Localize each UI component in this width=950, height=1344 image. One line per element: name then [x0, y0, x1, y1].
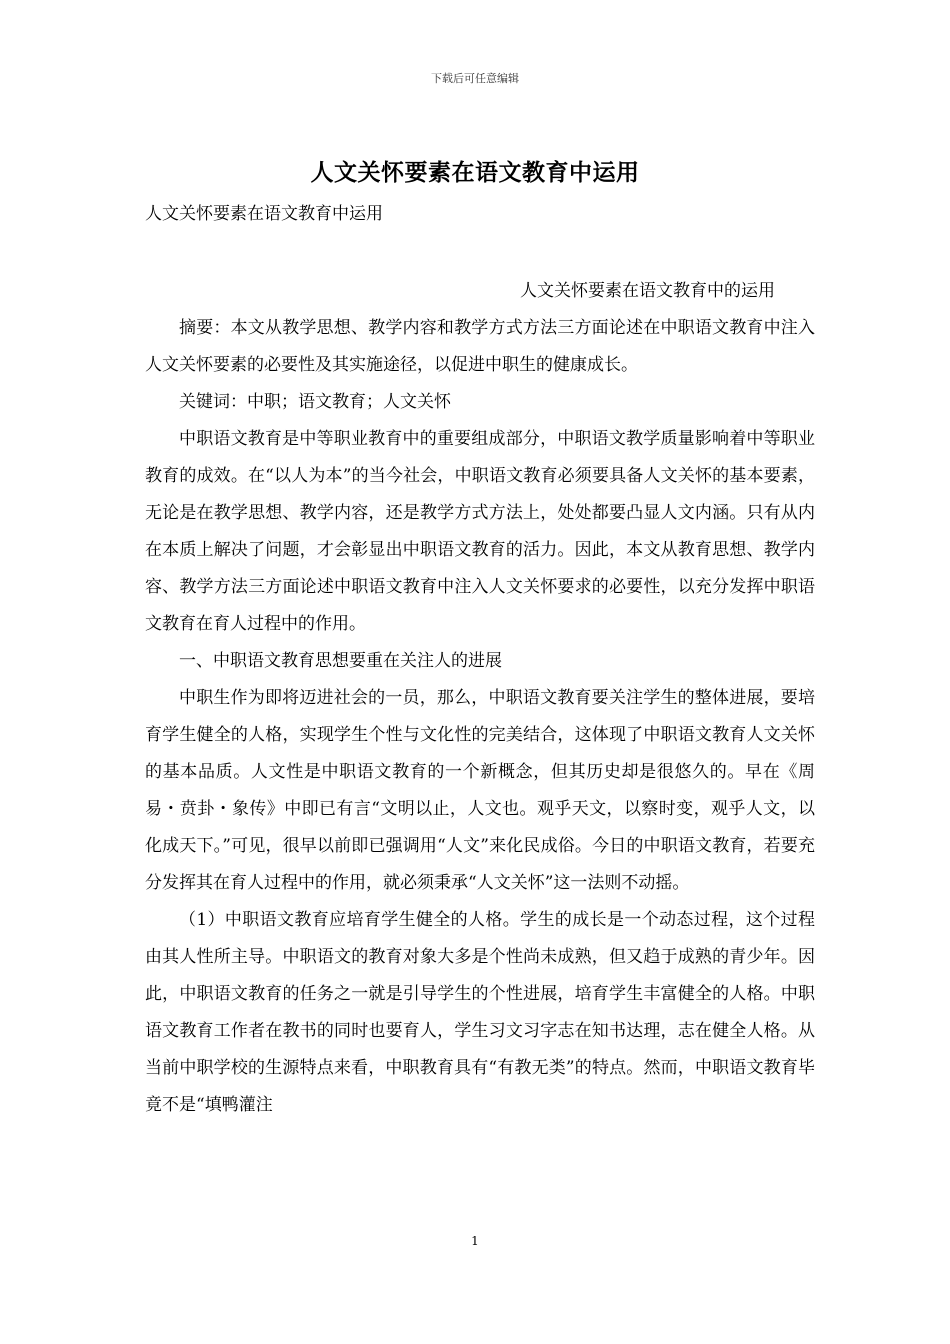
keywords-paragraph: 关键词：中职；语文教育；人文关怀 — [179, 392, 451, 412]
subtitle-right: 人文关怀要素在语文教育中的运用 — [520, 281, 775, 301]
subtitle-left: 人文关怀要素在语文教育中运用 — [145, 204, 383, 224]
body-paragraph: 中职语文教育是中等职业教育中的重要组成部分，中职语文教学质量影响着中等职业教育的成效。在“以人为本”的当今社会，中职语文教育必须要具备人文关怀的基本要素，无论是在教学思想、教学内容，还是教学方式方法上，处处都要凸显人文内涵。只有从内在本质上解决了问题，才会彰显出中职语文教育的活力。因此，本文从教育思想、教学内容、教学方法三方面论述中职语文教育中注入人文关怀要求的必要性，以充分发挥中职语文教育在育人过程中的作用。 — [145, 429, 815, 634]
page-number: 1 — [471, 1234, 479, 1248]
body-paragraph: 中职生作为即将迈进社会的一员，那么，中职语文教育要关注学生的整体进展，要培育学生健全的人格，实现学生个性与文化性的完美结合，这体现了中职语文教育人文关怀的基本品质。人文性是中职语文教育的一个新概念，但其历史却是很悠久的。早在《周易・贲卦・象传》中即已有言“文明以止，人文也。观乎天文，以察时变，观乎人文，以化成天下。”可见，很早以前即已强调用“人文”来化民成俗。今日的中职语文教育，若要充分发挥其在育人过程中的作用，就必须秉承“人文关怀”这一法则不动摇。 — [145, 688, 815, 893]
abstract-paragraph: 摘要：本文从教学思想、教学内容和教学方式方法三方面论述在中职语文教育中注入人文关怀要素的必要性及其实施途径，以促进中职生的健康成长。 — [145, 318, 815, 375]
spacer — [145, 233, 815, 273]
document-body — [145, 196, 815, 1124]
section-heading: 一、中职语文教育思想要重在关注人的进展 — [179, 651, 502, 671]
header-note: 下载后可任意编辑 — [431, 72, 519, 85]
body-paragraph: （1）中职语文教育应培育学生健全的人格。学生的成长是一个动态过程，这个过程由其人性所主导。中职语文的教育对象大多是个性尚未成熟，但又趋于成熟的青少年。因此，中职语文教育的任务之一就是引导学生的个性进展，培育学生丰富健全的人格。中职语文教育工作者在教书的同时也要育人，学生习文习字志在知书达理，志在健全人格。从当前中职学校的生源特点来看，中职教育具有“有教无类”的特点。然而，中职语文教育毕竟不是“填鸭灌注 — [145, 910, 815, 1115]
document-title: 人文关怀要素在语文教育中运用 — [310, 159, 640, 186]
